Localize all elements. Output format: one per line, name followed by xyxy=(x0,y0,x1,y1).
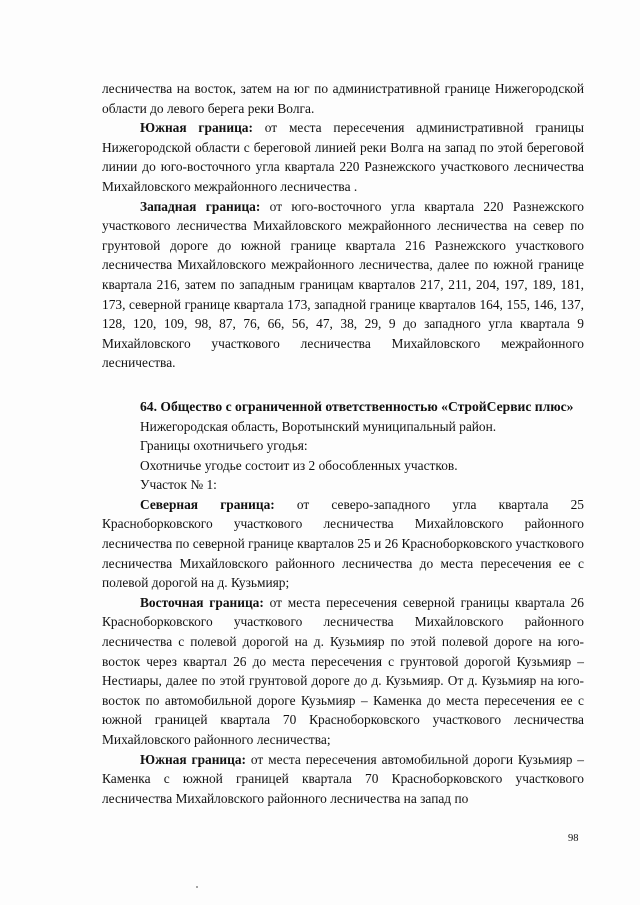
paragraph-south-boundary-2 xyxy=(102,750,584,809)
paragraph-text: от места пересечения северной границы квартала 26 Красноборковского участкового лесничества Михайловского районного лесничества с полевой дорогой на д. Кузьмияр по этой полевой дороге на юго-восток через квартал 26 до места пересечения с грунтовой дорогой Кузьмияр – Нестиары, далее по этой грунтовой дороге до д. Кузьмияр. От д. Кузьмияр на юго-восток по автомобильной дороге Кузьмияр – Каменка до места пересечения ее с южной границей квартала 70 Красноборковского участкового лесничества Михайловского районного лесничества; xyxy=(102,594,584,747)
plots-line: Охотничье угодье состоит из 2 обособленных участков. xyxy=(140,457,458,473)
paragraph-label: Южная граница: xyxy=(140,120,253,136)
paragraph-label: Западная граница: xyxy=(140,198,261,214)
paragraph-text: от северо-западного угла квартала 25 Красноборковского участкового лесничества Михайловского районного лесничества по северной границе кварталов 25 и 26 Красноборковского участкового лесничества Михайловского районного лесничества до места пересечения ее с полевой дорогой на д. Кузьмияр; xyxy=(102,496,584,591)
paragraph-text: от места пересечения автомобильной дороги Кузьмияр – Каменка с южной границей квартала 70 Красноборковского участкового лесничества Михайловского районного лесничества на запад по xyxy=(102,751,585,806)
paragraph-west-boundary xyxy=(102,197,584,373)
page-number: 98 xyxy=(568,833,579,844)
region-line: Нижегородская область, Воротынский муниципальный район. xyxy=(140,418,497,434)
paragraph-north-boundary xyxy=(102,495,584,593)
section-heading: 64. Общество с ограниченной ответственностью «СтройСервис плюс» xyxy=(140,398,574,414)
scan-speck xyxy=(196,886,198,888)
boundaries-line: Границы охотничьего угодья: xyxy=(140,438,308,454)
plot-number-line: Участок № 1: xyxy=(140,477,217,493)
paragraph-label: Восточная граница: xyxy=(140,594,264,610)
paragraph-text: от места пересечения административной границы Нижегородской области с береговой линией реки Волга на запад по этой береговой линии до юго-восточного угла квартала 220 Разнежского участкового лесничества Михайловского межрайонного лесничества . xyxy=(102,120,584,194)
paragraph-text: от юго-восточного угла квартала 220 Разнежского участкового лесничества Михайловского межрайонного лесничества на север по грунтовой дороге до южной границе квартала 216 Разнежского участкового лесничества Михайловского межрайонного лесничества, далее по южной границе квартала 216, затем по западным границам кварталов 217, 211, 204, 197, 189, 181, 173, северной границе квартала 173, западной границе кварталов 164, 155, 146, 137, 128, 120, 109, 98, 87, 76, 66, 56, 47, 38, 29, 9 до западного угла квартала 9 Михайловского участкового лесничества Михайловского межрайонного лесничества. xyxy=(102,198,584,371)
paragraph-label: Южная граница: xyxy=(140,751,247,767)
paragraph-label: Северная граница: xyxy=(140,496,275,512)
paragraph-text: лесничества на восток, затем на юг по административной границе Нижегородской области до левого берега реки Волга. xyxy=(102,81,584,116)
paragraph-east-boundary xyxy=(102,593,584,750)
paragraph-south-boundary xyxy=(102,118,584,196)
paragraph-continuation xyxy=(102,79,584,118)
page-content xyxy=(102,79,584,808)
